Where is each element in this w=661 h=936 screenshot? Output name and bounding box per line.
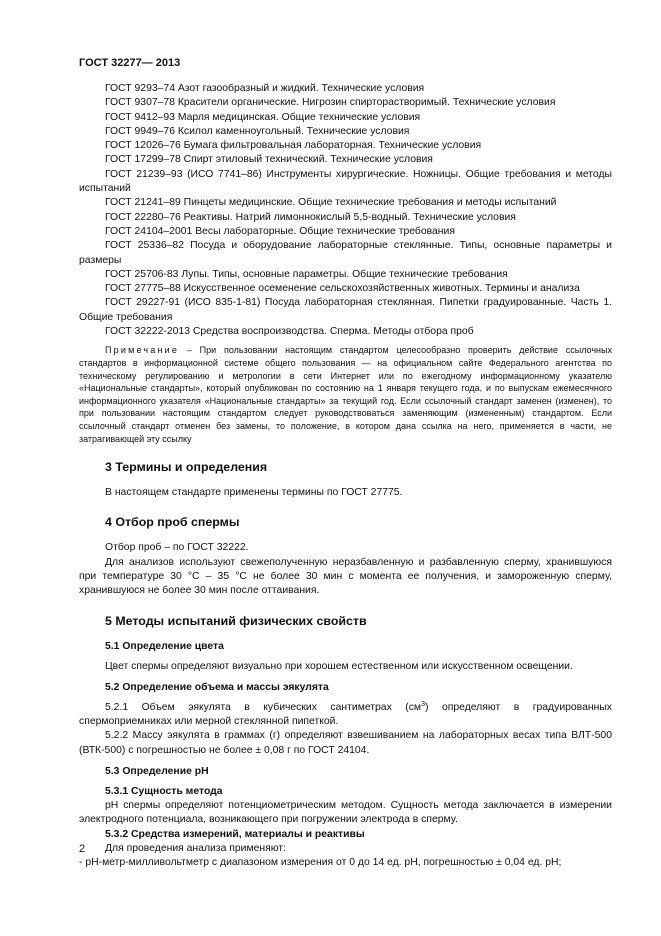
section-5-2-1-text-a: 5.2.1 Объем эякулята в кубических сантиметрах (см <box>105 701 422 713</box>
document-header: ГОСТ 32277— 2013 <box>79 57 181 69</box>
reference-item: ГОСТ 27775–88 Искусственное осеменение сельскохозяйственных животных. Термины и анализа <box>105 283 580 295</box>
reference-list <box>79 82 612 339</box>
section-3-paragraph: В настоящем стандарте применены термины по ГОСТ 27775. <box>105 487 403 499</box>
reference-item: ГОСТ 29227-91 (ИСО 835-1-81) Посуда лабораторная стеклянная. Пипетки градуированные. Часть 1. Общие требования <box>79 297 612 323</box>
section-5-2-1-text-b: ) определяют в градуированных спермоприемниках или мерной стеклянной пипеткой. <box>79 701 612 728</box>
section-4-paragraph-2: Для анализов используют свежеполученную неразбавленную и разбавленную сперму, хранившуюся при температуре 30 °С – 35 °С не более 30 мин с момента ее получения, и замороженную сперму, хранившуюся не более 30 мин после оттаивания. <box>79 556 612 597</box>
reference-item: ГОСТ 9293–74 Азот газообразный и жидкий. Технические условия <box>105 83 425 94</box>
section-5-3-2-list-item: - рН-метр-милливольтметр с диапазоном измерения от 0 до 14 ед. рН, погрешностью ± 0,04 ед. рН; <box>79 856 562 868</box>
reference-item: ГОСТ 9412–93 Марля медицинская. Общие технические условия <box>105 111 421 123</box>
section-5-1-heading: 5.1 Определение цвета <box>105 640 224 652</box>
section-5-heading: 5 Методы испытаний физических свойств <box>105 613 367 628</box>
section-4-heading: 4 Отбор проб спермы <box>105 515 240 530</box>
note-paragraph <box>79 344 612 445</box>
section-5-3-2-paragraph-1: Для проведения анализа применяют: <box>105 842 286 854</box>
section-5-2-heading: 5.2 Определение объема и массы эякулята <box>105 681 329 693</box>
section-3-heading: 3 Термины и определения <box>105 460 268 475</box>
section-4-paragraph-1: Отбор проб – по ГОСТ 32222. <box>105 542 249 554</box>
reference-item: ГОСТ 9949–76 Ксилол каменноугольный. Технические условия <box>105 125 410 137</box>
reference-item: ГОСТ 25336–82 Посуда и оборудование лабораторные стеклянные. Типы, основные параметры и размеры <box>79 240 612 266</box>
section-5-2-2-paragraph: 5.2.2 Массу эякулята в граммах (г) определяют взвешиванием на лабораторных весах типа ВЛТ-500 (ВТК-500) с погрешностью не более ± 0,08 г по ГОСТ 24104. <box>79 730 612 756</box>
reference-item: ГОСТ 9307–78 Красители органические. Нигрозин спирторастворимый. Технические условия <box>105 97 556 109</box>
superscript: 3 <box>421 700 425 708</box>
reference-item: ГОСТ 24104–2001 Весы лабораторные. Общие технические требования <box>105 225 455 237</box>
section-5-2-1-paragraph <box>79 701 612 730</box>
section-5-1-paragraph: Цвет спермы определяют визуально при хорошем естественном или искусственном освещении. <box>105 660 573 672</box>
reference-item: ГОСТ 22280–76 Реактивы. Натрий лимоннокислый 5,5-водный. Технические условия <box>105 211 516 223</box>
reference-item: ГОСТ 32222-2013 Средства воспроизводства. Сперма. Методы отбора проб <box>105 326 474 338</box>
page-number: 2 <box>79 843 86 855</box>
section-5-3-1-heading: 5.3.1 Сущность метода <box>105 786 223 798</box>
reference-item: ГОСТ 12026–76 Бумага фильтровальная лабораторная. Технические условия <box>105 140 482 152</box>
reference-item: ГОСТ 21241–89 Пинцеты медицинские. Общие технические требования и методы испытаний <box>105 197 557 209</box>
reference-item: ГОСТ 21239–93 (ИСО 7741–86) Инструменты хирургические. Ножницы. Общие требования и методы испытаний <box>79 168 612 195</box>
section-5-3-heading: 5.3 Определение pH <box>105 766 209 778</box>
note-label: Примечание <box>105 345 180 356</box>
reference-item: ГОСТ 25706-83 Лупы. Типы, основные параметры. Общие технические требования <box>105 268 508 280</box>
note-text: – При пользовании настоящим стандартом целесообразно проверить действие ссылочных стандартов в информационной системе общего пользования — на официальном сайте Федерального агентства по техническому регулированию и метрологии в сети Интернет или по ежегодному информационному указателю «Национальные стандарты», который опубликован по состоянию на 1 января текущего года, и по выпускам ежемесячного информационного указателя «Национальные стандарты» за текущий год. Если ссылочный стандарт заменен (изменен), то при пользовании настоящим стандартом следует руководствоваться заменяющим (измененным) стандартом. Если ссылочный стандарт отменен без замены, то положение, в котором дана ссылка на него, применяется в части, не затрагивающей эту ссылку <box>79 345 612 444</box>
page-body <box>79 82 612 870</box>
reference-item: ГОСТ 17299–78 Спирт этиловый технический. Технические условия <box>105 154 433 166</box>
section-5-3-1-paragraph: рН спермы определяют потенциометрическим методом. Сущность метода заключается в измерении электродного потенциала, возникающего при погружении электрода в сперму. <box>79 800 612 826</box>
section-5-3-2-heading: 5.3.2 Средства измерений, материалы и реактивы <box>105 828 365 840</box>
